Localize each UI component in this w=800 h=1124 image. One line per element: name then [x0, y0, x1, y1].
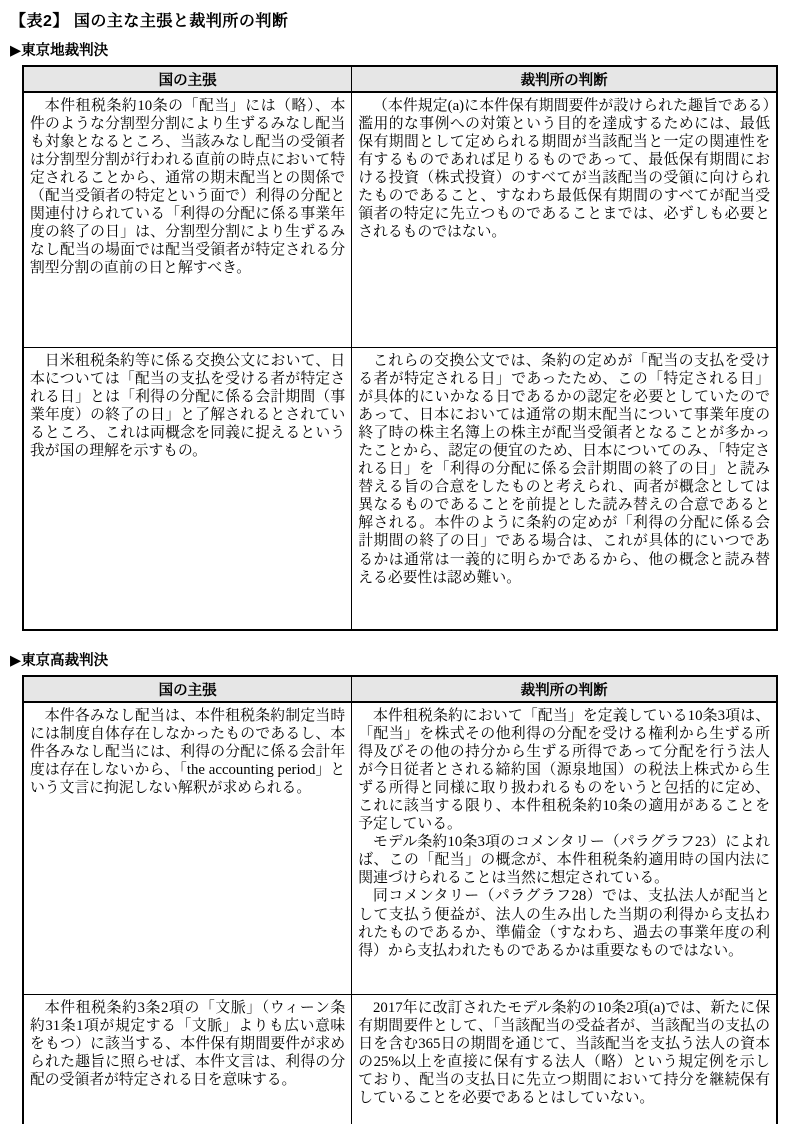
- paragraph: モデル条約10条3項のコメンタリー（パラグラフ23）によれば、この「配当」の概念が、本件租税条約適用時の国内法に関連づけられることは当然に想定されている。: [358, 834, 770, 887]
- page-title: 【表2】 国の主な主張と裁判所の判断: [10, 13, 289, 30]
- claim-cell: [23, 92, 352, 348]
- column-header-judgment: 裁判所の判断: [352, 676, 777, 702]
- paragraph: 本件租税条約10条の「配当」には（略）、本件のような分割型分割により生ずるみなし配当も対象となるところ、当該みなし配当の受領者は分割型分割が行われる直前の時点において特定されることから、通常の期末配当との関係で（配当受領者の特定という面で）利得の分配と関連付けられている「利得の分配に係る事業年度の終了の日」は、分割型分割により生ずるみなし配当の場面では配当受領者が特定される分割型分割の直前の日と解すべき。: [30, 98, 346, 277]
- header-row: [23, 676, 777, 702]
- table-row: [23, 92, 777, 348]
- column-header-claim: 国の主張: [23, 676, 352, 702]
- claim-cell: [23, 995, 352, 1124]
- district-court-table: [22, 65, 778, 631]
- table-row: [23, 995, 777, 1124]
- paragraph: これらの交換公文では、条約の定めが「配当の支払を受ける者が特定される日」であったため、この「特定される日」が具体的にいかなる日であるかの認定を必要としていたのであって、日本においては通常の期末配当について事業年度の終了時の株主名簿上の株主が配当受領者となることが多かったことから、認定の便宜のため、日本についてのみ、「特定される日」を「利得の分配に係る会計期間の終了の日」と読み替える旨の合意をしたものと考えられ、両者が概念としては異なるものであることを前提とした読み替えの合意であると解される。本件のように条約の定めが「利得の分配に係る会計期間の終了の日」である場合は、これが具体的にいつであるかは通常は一義的に明らかであるから、他の概念と読み替える必要性は認め難い。: [358, 353, 770, 586]
- judgment-cell: [352, 92, 777, 348]
- paragraph: 日米租税条約等に係る交換公文において、日本については「配当の支払を受ける者が特定される日」とは「利得の分配に係る会計期間（事業年度）の終了の日」と了解されるとされているところ、これは両概念を同義に捉えるという我が国の理解を示すもの。: [30, 353, 346, 460]
- paragraph: 本件租税条約において「配当」を定義している10条3項は、「配当」を株式その他利得の分配を受ける権利から生ずる所得及びその他の持分から生ずる所得であって分配を行う法人が今日従者とされる締約国（源泉地国）の税法上株式から生ずる所得と同様に取り扱われるものをいうと包括的に定め、これに該当する限り、本件租税条約10条の適用があることを予定している。: [358, 708, 770, 833]
- high-court-table: [22, 675, 778, 1124]
- paragraph: （本件規定(a)に本件保有期間要件が設けられた趣旨である）濫用的な事例への対策という目的を達成するためには、最低保有期間として定められる期間が当該配当と一定の関連性を有するものであれば足りるものであって、最低保有期間における投資（株式投資）のすべてが当該配当の受領に向けられたものであること、すなわち最低保有期間のすべてが配当受領者の特定に先立つものであることまでは、必ずしも必要とされるものではない。: [358, 98, 770, 241]
- district-court-heading: ▶東京地裁判決: [10, 43, 109, 59]
- table-row: [23, 348, 777, 631]
- judgment-cell: [352, 348, 777, 631]
- claim-cell: [23, 348, 352, 631]
- high-court-heading: ▶東京高裁判決: [10, 653, 109, 669]
- column-header-claim: 国の主張: [23, 66, 352, 92]
- claim-cell: [23, 702, 352, 995]
- table-row: [23, 702, 777, 995]
- header-row: [23, 66, 777, 92]
- paragraph: 同コメンタリー（パラグラフ28）では、支払法人が配当として支払う便益が、法人の生み出した当期の利得から支払われたものであるか、準備金（すなわち、過去の事業年度の利得）から支払われたものであるかは重要なものではない。: [358, 888, 770, 959]
- column-header-judgment: 裁判所の判断: [352, 66, 777, 92]
- paragraph: 本件租税条約3条2項の「文脈」（ウィーン条約31条1項が規定する「文脈」よりも広い意味をもつ）に該当する、本件保有期間要件が求められた趣旨に照らせば、本件文言は、利得の分配の受領者が特定される日を意味する。: [30, 1000, 346, 1089]
- judgment-cell: [352, 702, 777, 995]
- paragraph: 2017年に改訂されたモデル条約の10条2項(a)では、新たに保有期間要件として、「当該配当の受益者が、当該配当の支払の日を含む365日の期間を通じて、当該配当を支払う法人の資本の25%以上を直接に保有する法人（略）という規定例を示しており、配当の支払日に先立つ期間において持分を継続保有していることを必要であるとはしていない。: [358, 1000, 770, 1107]
- paragraph: 本件各みなし配当は、本件租税条約制定当時には制度自体存在しなかったものであるし、本件各みなし配当には、利得の分配に係る会計年度は存在しないから、「the accounting period」という文言に拘泥しない解釈が求められる。: [30, 708, 346, 797]
- judgment-cell: [352, 995, 777, 1124]
